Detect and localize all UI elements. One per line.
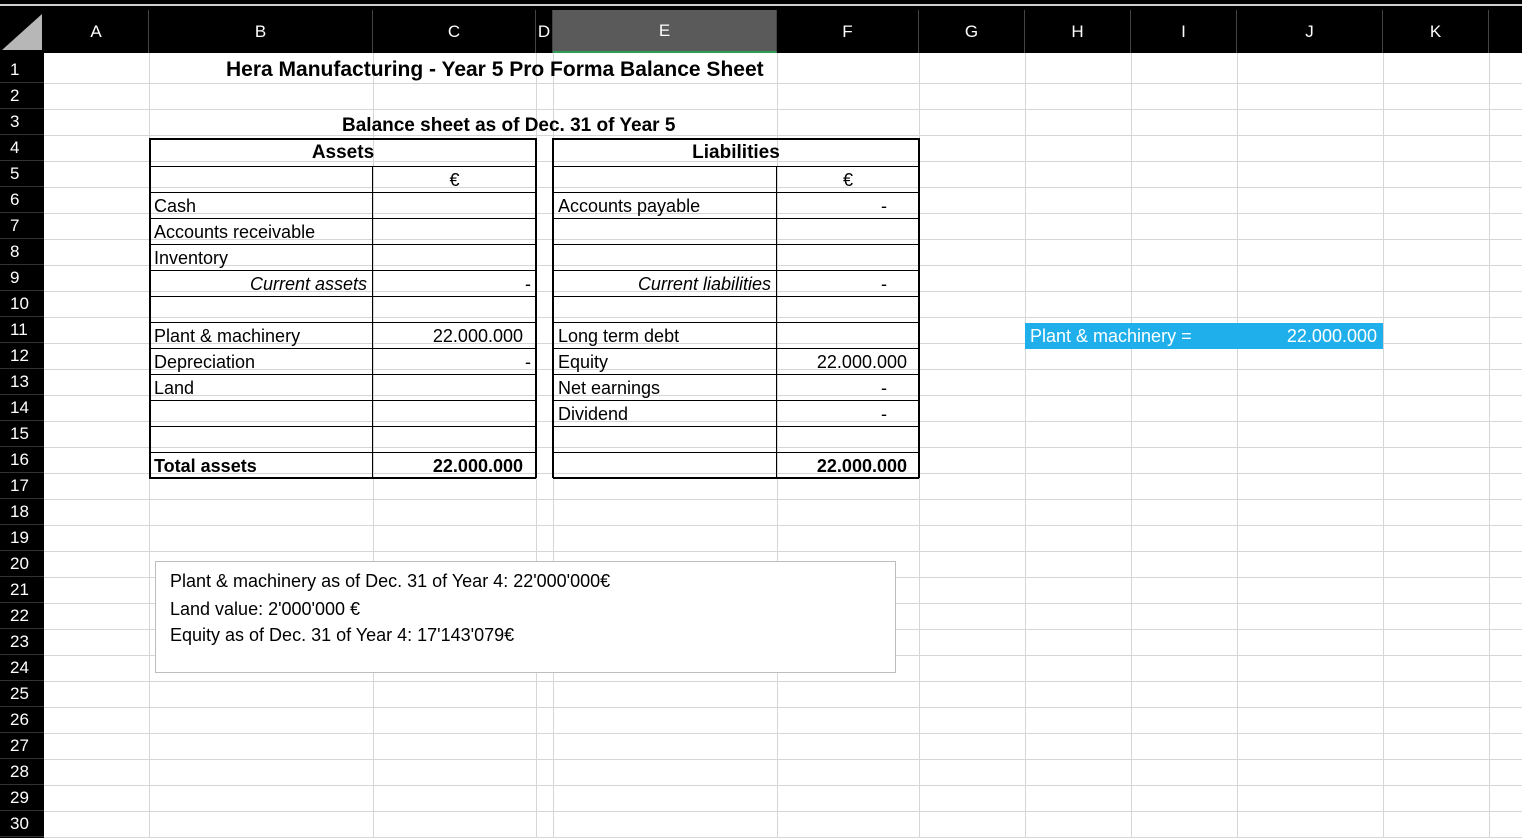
row-header-5[interactable]: 5 — [0, 161, 44, 187]
row-header-3[interactable]: 3 — [0, 109, 44, 135]
column-header-e[interactable]: E — [553, 10, 777, 53]
column-header-a[interactable]: A — [44, 10, 149, 53]
gridline — [44, 733, 1522, 734]
gridline — [44, 707, 1522, 708]
gridline — [44, 551, 1522, 552]
column-header-f[interactable]: F — [777, 10, 919, 53]
column-header-i[interactable]: I — [1131, 10, 1237, 53]
note-line-equity: Equity as of Dec. 31 of Year 4: 17'143'079€ — [170, 625, 515, 645]
current-assets-label[interactable]: Current assets — [249, 274, 367, 294]
gridline — [44, 135, 1522, 136]
notes-text-box[interactable] — [155, 561, 896, 673]
note-line-land: Land value: 2'000'000 € — [170, 599, 361, 619]
row-header-20[interactable]: 20 — [0, 551, 44, 577]
row-header-7[interactable]: 7 — [0, 213, 44, 239]
row-header-28[interactable]: 28 — [0, 759, 44, 785]
row-header-2[interactable]: 2 — [0, 83, 44, 109]
gridline — [44, 681, 1522, 682]
row-header-21[interactable]: 21 — [0, 577, 44, 603]
spreadsheet-grid[interactable] — [44, 53, 1522, 838]
row-header-12[interactable]: 12 — [0, 343, 44, 369]
row-header-23[interactable]: 23 — [0, 629, 44, 655]
accounts-payable-value[interactable]: - — [881, 196, 887, 216]
row-header-29[interactable]: 29 — [0, 785, 44, 811]
current-liabilities-label[interactable]: Current liabilities — [637, 274, 771, 294]
gridline — [44, 317, 1522, 318]
row-header-13[interactable]: 13 — [0, 369, 44, 395]
accounts-payable-label[interactable]: Accounts payable — [558, 196, 701, 216]
gridline — [44, 499, 1522, 500]
sheet-title: Hera Manufacturing - Year 5 Pro Forma Balance Sheet — [226, 58, 764, 81]
gridline — [44, 83, 1522, 84]
row-header-18[interactable]: 18 — [0, 499, 44, 525]
gridline — [44, 525, 1522, 526]
total-assets-value[interactable]: 22.000.000 — [432, 456, 523, 476]
long-term-debt-label[interactable]: Long term debt — [558, 326, 680, 346]
table-row-border — [553, 244, 919, 245]
equity-label[interactable]: Equity — [558, 352, 609, 372]
land-label[interactable]: Land — [154, 378, 195, 398]
row-header-22[interactable]: 22 — [0, 603, 44, 629]
liabilities-left-border — [552, 138, 554, 478]
row-header-24[interactable]: 24 — [0, 655, 44, 681]
side-calc-value[interactable]: 22.000.000 — [1286, 326, 1377, 346]
gridline — [44, 811, 1522, 812]
column-header-k[interactable]: K — [1383, 10, 1489, 53]
column-header-g[interactable]: G — [919, 10, 1025, 53]
depreciation-value[interactable]: - — [525, 352, 531, 372]
row-header-26[interactable]: 26 — [0, 707, 44, 733]
row-header-1[interactable]: 1 — [0, 57, 44, 83]
row-header-19[interactable]: 19 — [0, 525, 44, 551]
window-top-bar — [0, 0, 1522, 10]
table-row-border — [149, 426, 536, 427]
gridline — [44, 265, 1522, 266]
assets-left-border — [149, 138, 151, 478]
dividend-value[interactable]: - — [881, 404, 887, 424]
liabilities-currency: € — [842, 170, 853, 190]
top-divider — [0, 4, 1522, 6]
plant-machinery-label[interactable]: Plant & machinery — [154, 326, 301, 346]
row-header-9[interactable]: 9 — [0, 265, 44, 291]
note-line-plant: Plant & machinery as of Dec. 31 of Year 4: 22'000'000€ — [170, 571, 611, 591]
total-liabilities-value[interactable]: 22.000.000 — [816, 456, 907, 476]
select-all-corner[interactable] — [0, 10, 44, 53]
row-header-4[interactable]: 4 — [0, 135, 44, 161]
row-header-11[interactable]: 11 — [0, 317, 44, 343]
column-header-d[interactable]: D — [536, 10, 553, 53]
cash-label[interactable]: Cash — [154, 196, 197, 216]
plant-machinery-value[interactable]: 22.000.000 — [432, 326, 523, 346]
net-earnings-value[interactable]: - — [881, 378, 887, 398]
column-header-j[interactable]: J — [1237, 10, 1383, 53]
row-header-25[interactable]: 25 — [0, 681, 44, 707]
column-header-extra[interactable] — [1489, 10, 1522, 53]
row-header-15[interactable]: 15 — [0, 421, 44, 447]
select-all-triangle-icon — [2, 14, 42, 50]
row-header-10[interactable]: 10 — [0, 291, 44, 317]
column-header-c[interactable]: C — [373, 10, 536, 53]
assets-currency: € — [449, 170, 460, 190]
row-header-6[interactable]: 6 — [0, 187, 44, 213]
gridline — [44, 447, 1522, 448]
equity-value[interactable]: 22.000.000 — [816, 352, 907, 372]
liabilities-header: Liabilities — [692, 142, 780, 163]
row-header-16[interactable]: 16 — [0, 447, 44, 473]
balance-sheet-subtitle: Balance sheet as of Dec. 31 of Year 5 — [342, 115, 676, 136]
total-assets-label[interactable]: Total assets — [154, 456, 257, 476]
side-calc-label[interactable]: Plant & machinery = — [1030, 326, 1192, 346]
gridline — [44, 109, 1522, 110]
accounts-receivable-label[interactable]: Accounts receivable — [154, 222, 316, 242]
current-assets-value[interactable]: - — [525, 274, 531, 294]
row-header-14[interactable]: 14 — [0, 395, 44, 421]
assets-header: Assets — [311, 142, 375, 163]
table-row-border — [149, 400, 536, 401]
gridline — [44, 785, 1522, 786]
column-header-h[interactable]: H — [1025, 10, 1131, 53]
net-earnings-label[interactable]: Net earnings — [558, 378, 661, 398]
column-header-b[interactable]: B — [149, 10, 373, 53]
current-liabilities-value[interactable]: - — [881, 274, 887, 294]
depreciation-label[interactable]: Depreciation — [154, 352, 256, 372]
dividend-label[interactable]: Dividend — [558, 404, 629, 424]
row-header-8[interactable]: 8 — [0, 239, 44, 265]
row-header-17[interactable]: 17 — [0, 473, 44, 499]
row-header-27[interactable]: 27 — [0, 733, 44, 759]
row-header-30[interactable]: 30 — [0, 811, 44, 837]
gridline — [44, 759, 1522, 760]
inventory-label[interactable]: Inventory — [154, 248, 229, 268]
